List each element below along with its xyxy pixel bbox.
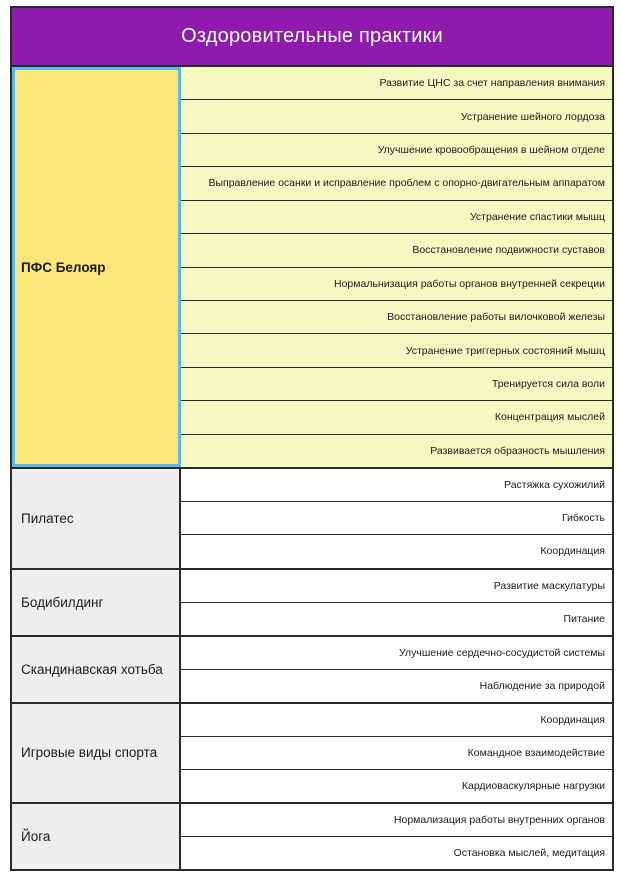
benefit-item: Восстановление работы вилочковой железы — [181, 300, 612, 333]
benefit-item: Координация — [540, 713, 605, 726]
practice-group — [10, 570, 614, 637]
benefit-item: Наблюдение за природой — [181, 669, 612, 702]
practice-name: Бодибилдинг — [12, 570, 181, 635]
benefit-item: Улучшение сердечно-сосудистой системы — [399, 646, 605, 659]
benefit-item: Улучшение кровообращения в шейном отделе — [181, 133, 612, 166]
practice-name: Скандинавская хотьба — [12, 637, 181, 702]
benefit-item: Кардиоваскулярные нагрузки — [181, 769, 612, 802]
benefit-item: Устранение спастики мышц — [181, 200, 612, 233]
practice-name: ПФС Белояр — [12, 67, 181, 467]
practice-group — [10, 637, 614, 704]
practice-benefits — [181, 637, 612, 702]
benefit-item: Устранение триггерных состояний мышц — [181, 333, 612, 366]
wellness-practices-diagram — [10, 6, 614, 871]
benefit-item: Командное взаимодействие — [181, 736, 612, 769]
practice-name: Игровые виды спорта — [12, 704, 181, 803]
benefit-item: Растяжка сухожилий — [504, 479, 605, 492]
practice-benefits — [181, 67, 612, 467]
benefit-item: Развитие ЦНС за счет направления внимания — [379, 77, 605, 90]
practice-group — [10, 469, 614, 570]
benefit-item: Восстановление подвижности суставов — [181, 233, 612, 266]
benefit-item: Тренируется сила воли — [181, 367, 612, 400]
practice-group — [10, 67, 614, 469]
practice-benefits — [181, 804, 612, 869]
benefit-item: Развитие маскулатуры — [493, 579, 605, 592]
practice-benefits — [181, 704, 612, 803]
benefit-item: Питание — [181, 602, 612, 635]
benefit-item: Нормализация работы внутренних органов — [393, 814, 605, 826]
benefit-item: Выправление осанки и исправление проблем с опорно-двигательным аппаратом — [181, 166, 612, 199]
benefit-item: Остановка мыслей, медитация — [181, 836, 612, 869]
practice-groups — [10, 67, 614, 871]
diagram-title: Оздоровительные практики — [10, 6, 614, 67]
practice-name: Пилатес — [12, 469, 181, 568]
practice-benefits — [181, 570, 612, 635]
benefit-item: Устранение шейного лордоза — [181, 99, 612, 132]
benefit-item: Концентрация мыслей — [181, 400, 612, 433]
practice-group — [10, 804, 614, 871]
benefit-item: Координация — [181, 534, 612, 567]
benefit-item: Нормальнизация работы органов внутренней секреции — [181, 267, 612, 300]
practice-name: Йога — [12, 804, 181, 869]
practice-benefits — [181, 469, 612, 568]
benefit-item: Гибкость — [181, 501, 612, 534]
practice-group — [10, 704, 614, 805]
benefit-item: Развивается образность мышления — [181, 434, 612, 467]
